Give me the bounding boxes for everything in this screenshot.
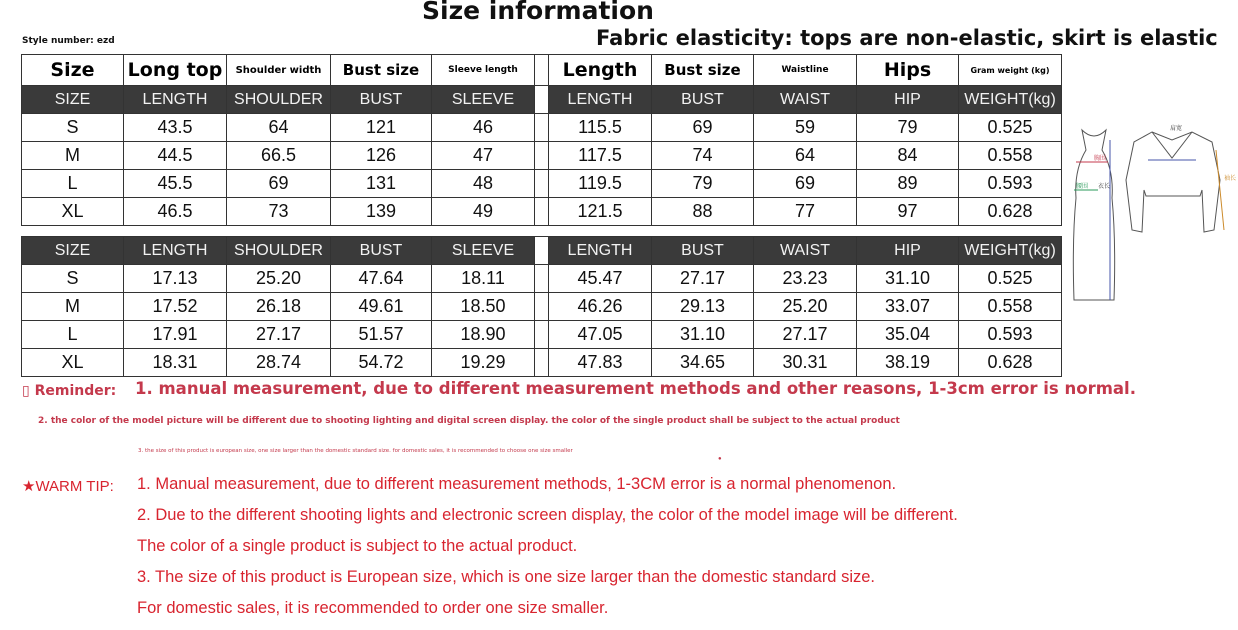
table-cell: 0.628: [959, 349, 1062, 377]
decorative-mark: ●: [718, 456, 722, 462]
column-header: HIP: [857, 86, 959, 114]
table-cell: 27.17: [652, 265, 754, 293]
table-cell: 27.17: [227, 321, 331, 349]
style-number: Style number: ezd: [22, 36, 115, 46]
table-cell: 84: [857, 142, 959, 170]
table-cell: 17.13: [124, 265, 227, 293]
table-cell: 121: [331, 114, 432, 142]
column-header: BUST: [652, 237, 754, 265]
table-cell: M: [22, 293, 124, 321]
table-cell: 97: [857, 198, 959, 226]
reminder-label-text: Reminder:: [34, 383, 117, 399]
table-cell: S: [22, 114, 124, 142]
gap-cell: [535, 55, 549, 86]
column-header: BUST: [652, 86, 754, 114]
column-header: WAIST: [754, 86, 857, 114]
warm-tip-line-5: For domestic sales, it is recommended to order one size smaller.: [137, 599, 609, 617]
table-cell: 31.10: [857, 265, 959, 293]
table-cell: 28.74: [227, 349, 331, 377]
table-cell: 23.23: [754, 265, 857, 293]
size-table-cm: [21, 54, 1062, 226]
gap-cell: [535, 265, 549, 293]
table-cell: 47.05: [549, 321, 652, 349]
table-cell: 45.5: [124, 170, 227, 198]
label-sleeve: 袖长: [1224, 176, 1237, 182]
table-cell: M: [22, 142, 124, 170]
table-cell: L: [22, 170, 124, 198]
table-cell: 51.57: [331, 321, 432, 349]
column-header: LENGTH: [124, 86, 227, 114]
column-header: LENGTH: [124, 237, 227, 265]
header-bust: Bust size: [331, 55, 432, 86]
table-row: [22, 321, 1062, 349]
table-cell: 131: [331, 170, 432, 198]
table-cell: 17.52: [124, 293, 227, 321]
table-cell: 47.83: [549, 349, 652, 377]
table-cell: 117.5: [549, 142, 652, 170]
table-cell: 19.29: [432, 349, 535, 377]
reminder-label: ▯ Reminder:: [22, 383, 117, 399]
warm-tip-label: ★WARM TIP:: [22, 478, 114, 495]
warm-tip-line-3: The color of a single product is subject to the actual product.: [137, 537, 578, 555]
table-cell: 49.61: [331, 293, 432, 321]
table-cell: 88: [652, 198, 754, 226]
table-cell: 47.64: [331, 265, 432, 293]
table-row: [22, 114, 1062, 142]
gap-cell: [535, 321, 549, 349]
gap-cell: [535, 293, 549, 321]
reminder-line-1: 1. manual measurement, due to different measurement methods and other reasons, 1-3cm error is normal.: [135, 379, 1136, 398]
column-header: SHOULDER: [227, 86, 331, 114]
table-cell: 54.72: [331, 349, 432, 377]
table-cell: 73: [227, 198, 331, 226]
column-header: LENGTH: [549, 237, 652, 265]
table-cell: 69: [227, 170, 331, 198]
table-cell: 17.91: [124, 321, 227, 349]
table-cell: 44.5: [124, 142, 227, 170]
table-cell: 69: [754, 170, 857, 198]
table-cell: 0.525: [959, 265, 1062, 293]
column-header: SIZE: [22, 237, 124, 265]
table-cell: 0.558: [959, 293, 1062, 321]
size-table-inch: [21, 236, 1062, 377]
gap-cell: [535, 237, 549, 265]
column-header: LENGTH: [549, 86, 652, 114]
header-length: Length: [549, 55, 652, 86]
elasticity-note: Fabric elasticity: tops are non-elastic, skirt is elastic: [596, 26, 1218, 50]
column-header: WEIGHT(kg): [959, 237, 1062, 265]
table-row: [22, 170, 1062, 198]
column-header: BUST: [331, 237, 432, 265]
header-gram-weight: Gram weight (kg): [959, 55, 1062, 86]
gap-cell: [535, 86, 549, 114]
table-cell: 66.5: [227, 142, 331, 170]
header-hips: Hips: [857, 55, 959, 86]
table-cell: 115.5: [549, 114, 652, 142]
top-sketch: [1126, 132, 1220, 232]
table-row: [22, 198, 1062, 226]
header-long-top: Long top: [124, 55, 227, 86]
gap-cell: [535, 114, 549, 142]
column-header: WEIGHT(kg): [959, 86, 1062, 114]
table-cell: 47: [432, 142, 535, 170]
header-shoulder: Shoulder width: [227, 55, 331, 86]
table-cell: 69: [652, 114, 754, 142]
table-cell: 43.5: [124, 114, 227, 142]
column-header: SIZE: [22, 86, 124, 114]
table-cell: 74: [652, 142, 754, 170]
table-cell: 30.31: [754, 349, 857, 377]
table-cell: 25.20: [227, 265, 331, 293]
column-header: BUST: [331, 86, 432, 114]
table-cell: 0.558: [959, 142, 1062, 170]
column-header: HIP: [857, 237, 959, 265]
table-cell: XL: [22, 198, 124, 226]
table-cell: 59: [754, 114, 857, 142]
gap-cell: [535, 142, 549, 170]
table-cell: 89: [857, 170, 959, 198]
header-bust-skirt: Bust size: [652, 55, 754, 86]
gap-cell: [535, 349, 549, 377]
table-cell: 31.10: [652, 321, 754, 349]
table-cell: 46.5: [124, 198, 227, 226]
table-cell: 79: [652, 170, 754, 198]
garment-sketch: [1064, 120, 1237, 312]
table-cell: 29.13: [652, 293, 754, 321]
table-row: [22, 142, 1062, 170]
table-cell: 64: [227, 114, 331, 142]
warm-tip-line-1: 1. Manual measurement, due to different measurement methods, 1-3CM error is a normal phenomenon.: [137, 475, 897, 493]
column-header: WAIST: [754, 237, 857, 265]
table-cell: 0.593: [959, 170, 1062, 198]
table-cell: 139: [331, 198, 432, 226]
label-shoulder: 肩宽: [1170, 126, 1183, 132]
warm-tip-line-4: 3. The size of this product is European size, which is one size larger than the domestic standard size.: [137, 568, 875, 586]
table-row: [22, 293, 1062, 321]
table-cell: 0.525: [959, 114, 1062, 142]
label-length: 衣长: [1098, 184, 1111, 190]
gap-cell: [535, 170, 549, 198]
table-cell: 18.90: [432, 321, 535, 349]
table-cell: 49: [432, 198, 535, 226]
table-cell: 119.5: [549, 170, 652, 198]
cm-column-header-row: [22, 86, 1062, 114]
table-cell: 25.20: [754, 293, 857, 321]
table-cell: 48: [432, 170, 535, 198]
table-cell: 0.593: [959, 321, 1062, 349]
table-cell: 77: [754, 198, 857, 226]
column-header: SLEEVE: [432, 237, 535, 265]
table-cell: 18.50: [432, 293, 535, 321]
table-cell: 27.17: [754, 321, 857, 349]
table-cell: L: [22, 321, 124, 349]
table-cell: 46.26: [549, 293, 652, 321]
label-waist: 腰围: [1076, 184, 1089, 190]
table-cell: 0.628: [959, 198, 1062, 226]
table-cell: 35.04: [857, 321, 959, 349]
table-cell: 38.19: [857, 349, 959, 377]
table-cell: XL: [22, 349, 124, 377]
inch-column-header-row: [22, 237, 1062, 265]
column-header: SHOULDER: [227, 237, 331, 265]
table-cell: 46: [432, 114, 535, 142]
label-bust: 胸围: [1094, 156, 1107, 162]
table-cell: 126: [331, 142, 432, 170]
table-cell: 18.11: [432, 265, 535, 293]
gap-cell: [535, 198, 549, 226]
header-row: [22, 55, 1062, 86]
table-row: [22, 349, 1062, 377]
table-cell: 33.07: [857, 293, 959, 321]
table-cell: 79: [857, 114, 959, 142]
table-cell: 18.31: [124, 349, 227, 377]
reminder-line-3: 3. the size of this product is european size, one size larger than the domestic standard size. for domestic sales, it is recommended to choose one size smaller: [138, 448, 573, 454]
reminder-line-2: 2. the color of the model picture will be different due to shooting lighting and digital screen display. the color of the single product shall be subject to the actual product: [38, 416, 900, 426]
table-cell: 34.65: [652, 349, 754, 377]
header-sleeve: Sleeve length: [432, 55, 535, 86]
column-header: SLEEVE: [432, 86, 535, 114]
table-cell: S: [22, 265, 124, 293]
header-waistline: Waistline: [754, 55, 857, 86]
table-cell: 45.47: [549, 265, 652, 293]
top-sleeve-line: [1216, 150, 1224, 230]
table-row: [22, 265, 1062, 293]
table-cell: 26.18: [227, 293, 331, 321]
warm-tip-line-2: 2. Due to the different shooting lights and electronic screen display, the color of the model image will be different.: [137, 506, 958, 524]
table-cell: 121.5: [549, 198, 652, 226]
header-size: Size: [22, 55, 124, 86]
table-cell: 64: [754, 142, 857, 170]
page-title: Size information: [422, 0, 654, 25]
